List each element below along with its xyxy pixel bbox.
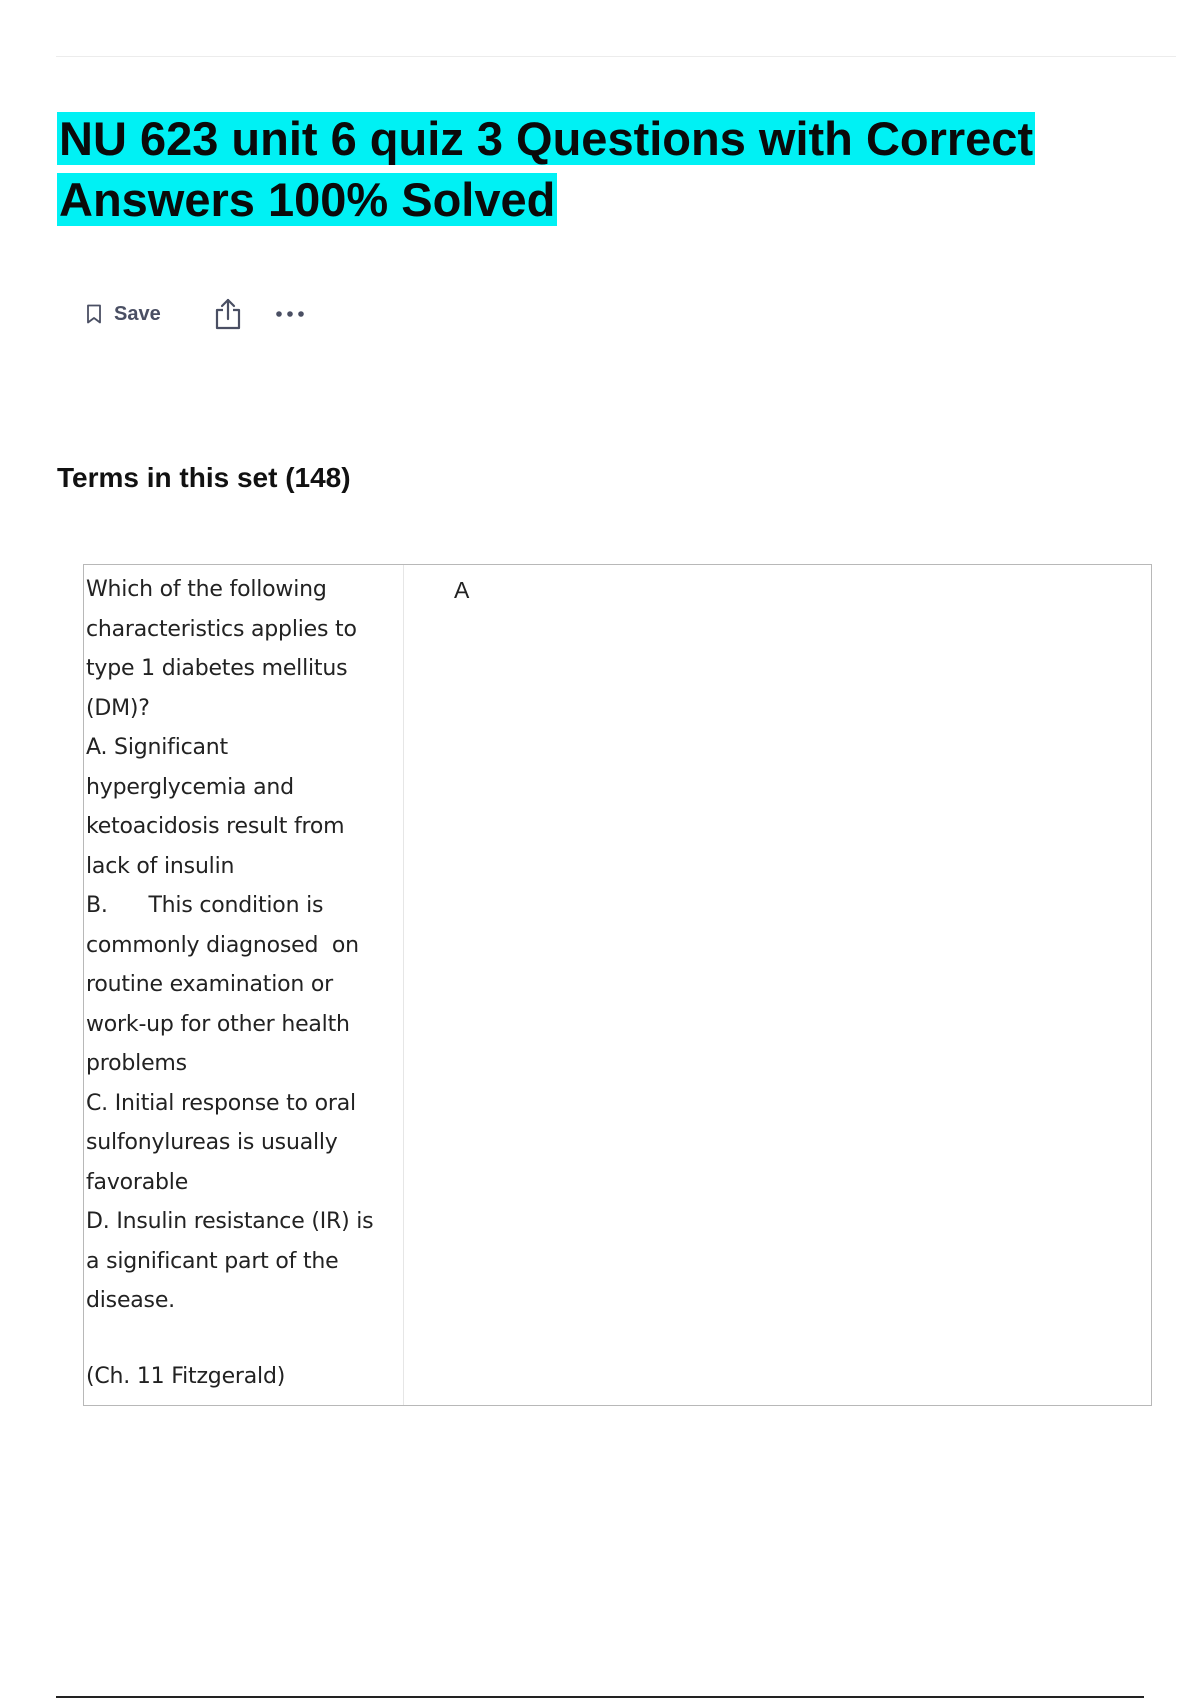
term-cell: [84, 565, 404, 1405]
term-card: [83, 564, 1152, 1406]
top-divider: [56, 56, 1176, 57]
term-line: D. Insulin resistance (IR) is: [86, 1209, 374, 1234]
term-spacer: [86, 1321, 403, 1357]
term-line: commonly diagnosed on: [86, 932, 359, 958]
term-line: disease.: [86, 1288, 175, 1313]
page-title: [57, 108, 1137, 230]
term-line: hyperglycemia and: [86, 774, 294, 800]
term-line: B. This condition is: [86, 893, 324, 918]
term-line: sulfonylureas is usually: [86, 1130, 338, 1155]
share-icon: [213, 297, 243, 331]
share-button[interactable]: [213, 297, 243, 331]
definition-cell: [404, 565, 1151, 1405]
save-button[interactable]: [86, 303, 161, 326]
term-line: type 1 diabetes mellitus: [86, 656, 348, 681]
bottom-divider: [56, 1696, 1144, 1698]
term-line: work-up for other health: [86, 1011, 350, 1037]
term-line: characteristics applies to: [86, 616, 357, 642]
term-line: lack of insulin: [86, 853, 235, 879]
term-line: favorable: [86, 1169, 189, 1195]
terms-heading: Terms in this set (148): [57, 462, 351, 493]
save-label: Save: [114, 302, 161, 325]
definition-text: A: [454, 577, 470, 603]
action-bar: [86, 296, 305, 332]
term-source: (Ch. 11 Fitzgerald): [86, 1363, 286, 1389]
bookmark-icon: [86, 304, 102, 324]
term-line: Which of the following: [86, 577, 327, 602]
more-options-button[interactable]: [275, 310, 305, 318]
more-horizontal-icon: [275, 310, 305, 318]
term-line: C. Initial response to oral: [86, 1090, 356, 1116]
term-line: a significant part of the: [86, 1248, 339, 1274]
page-title-text: NU 623 unit 6 quiz 3 Questions with Correct Answers 100% Solved: [59, 112, 1034, 226]
term-line: ketoacidosis result from: [86, 814, 345, 839]
term-line: problems: [86, 1051, 187, 1076]
term-line: A. Significant: [86, 735, 228, 760]
term-line: (DM)?: [86, 695, 150, 721]
term-line: routine examination or: [86, 972, 334, 997]
